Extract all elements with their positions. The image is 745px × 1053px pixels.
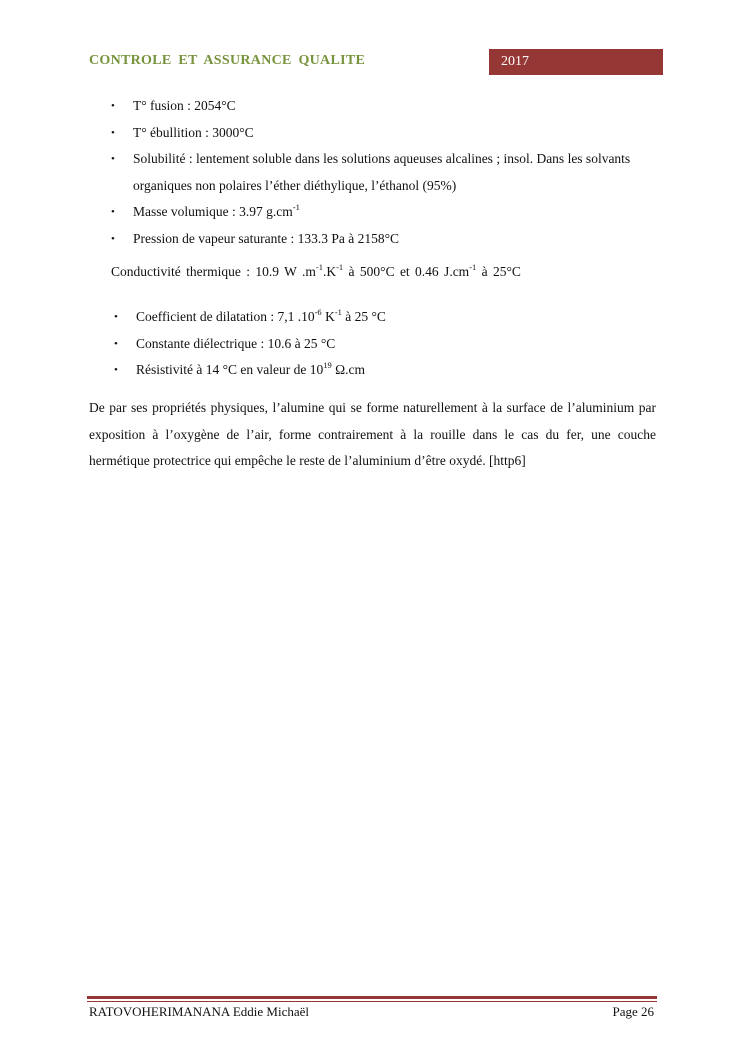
- thermal-conductivity: [111, 264, 521, 280]
- list-item: [111, 93, 663, 120]
- list-item: [114, 357, 656, 384]
- boiling-temp: T° ébullition : 3000°C: [133, 124, 254, 140]
- bullet-icon: •: [111, 232, 115, 245]
- resistivity-part1: Résistivité à 14 °C en valeur de 10: [136, 362, 324, 377]
- conductivity-part1: Conductivité thermique : 10.9 W .m: [111, 264, 316, 279]
- page-number: Page 26: [612, 1004, 654, 1019]
- conductivity-exp1: -1: [315, 262, 323, 272]
- bullet-icon: •: [114, 311, 118, 323]
- conductivity-part2: .K: [322, 264, 337, 279]
- dilatation-exp1: -6: [314, 307, 322, 317]
- conductivity-exp3: -1: [469, 262, 477, 272]
- bullet-icon: •: [114, 364, 118, 376]
- fusion-temp: T° fusion : 2054°C: [133, 98, 236, 113]
- bullet-icon: •: [111, 126, 115, 139]
- conductivity-part4: à 25°C: [476, 264, 521, 279]
- properties-list-2: [114, 304, 656, 384]
- footer-divider: [87, 996, 657, 999]
- list-item: [111, 226, 663, 253]
- footer-author: RATOVOHERIMANANA Eddie Michaël: [89, 1004, 310, 1019]
- resistivity-exp1: 19: [323, 360, 332, 370]
- body-paragraph: De par ses propriétés physiques, l’alumine qui se forme naturellement à la surface de l’aluminium par exposition à l’oxygène de l’air, forme contrairement à la rouille dans le cas du fer, une couche hermétique protectrice qui empêche le reste de l’aluminium d’être oxydé. [http6]: [89, 400, 656, 468]
- dilatation-part2: K: [321, 309, 335, 324]
- bullet-icon: •: [114, 337, 118, 350]
- vapor-pressure: Pression de vapeur saturante : 133.3 Pa à 2158°C: [133, 230, 399, 246]
- bullet-icon: •: [111, 153, 115, 165]
- conductivity-exp2: -1: [336, 262, 344, 272]
- list-item: [114, 304, 656, 331]
- density-exponent: -1: [292, 202, 300, 212]
- bullet-icon: •: [111, 206, 115, 218]
- resistivity-part2: Ω.cm: [331, 362, 366, 377]
- list-item: [111, 199, 663, 226]
- list-item: [111, 120, 663, 147]
- dilatation-part1: Coefficient de dilatation : 7,1 .10: [136, 309, 315, 324]
- properties-list: [111, 93, 663, 252]
- dilatation-part3: à 25 °C: [341, 309, 386, 324]
- solubility: Solubilité : lentement soluble dans les solutions aqueuses alcalines ; insol. Dans les solvants organiques non polaires l’éther diéthylique, l’éthanol (95%): [133, 151, 631, 193]
- dilatation-exp2: -1: [334, 307, 342, 317]
- header-year: 2017: [489, 49, 663, 75]
- density-text: Masse volumique : 3.97 g.cm: [133, 204, 293, 219]
- conductivity-part3: à 500°C et 0.46 J.cm: [343, 264, 470, 279]
- list-item: [114, 331, 656, 358]
- list-item: [111, 146, 663, 199]
- footer-divider-thin: [87, 1001, 657, 1002]
- dielectric-constant: Constante diélectrique : 10.6 à 25 °C: [136, 335, 336, 351]
- bullet-icon: •: [111, 100, 115, 112]
- header-title: CONTROLE ET ASSURANCE QUALITE: [89, 53, 366, 68]
